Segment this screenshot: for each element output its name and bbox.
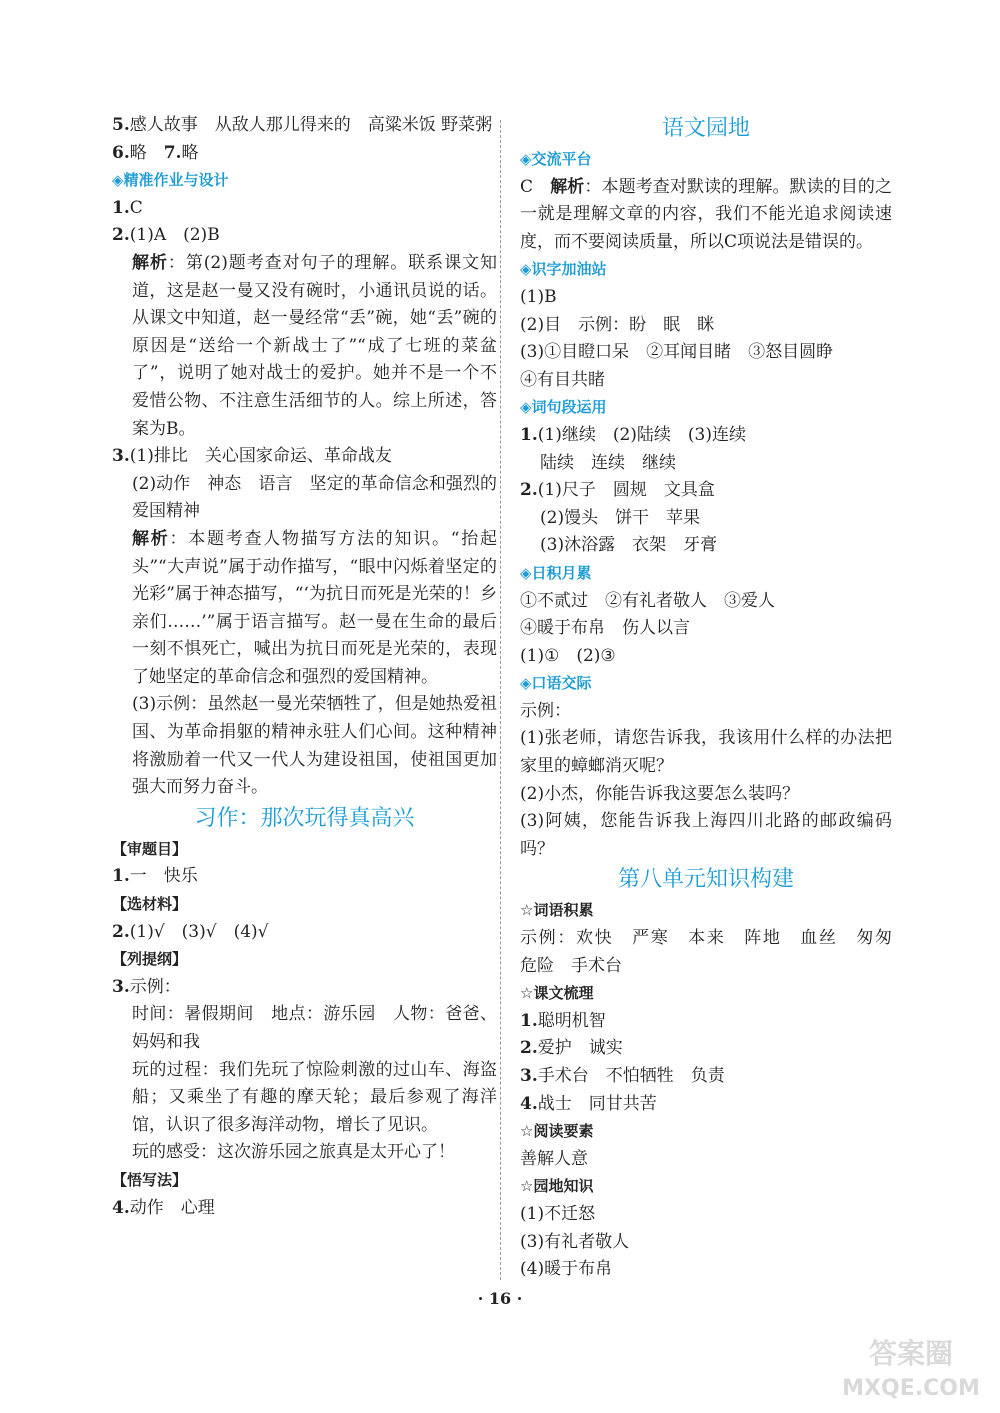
answer-item	[112, 222, 497, 250]
answer-line: (1)B	[520, 286, 557, 307]
section-heading: ◈交流平台	[520, 150, 592, 168]
answer-item	[520, 1091, 892, 1119]
item-text: 爱护 诚实	[537, 1038, 623, 1059]
answer-item	[520, 477, 892, 505]
item-text: (1)尺子 圆规 文具盒	[537, 480, 715, 501]
answer-item	[112, 863, 497, 891]
analysis-label: 解析	[132, 528, 170, 549]
item-number: 1.	[112, 866, 130, 887]
answer-paragraph	[112, 1001, 497, 1056]
answer-item	[520, 1063, 892, 1091]
paragraph-text: 示例：欢快 严寒 本来 阵地 血丝 匆匆 危险 手术台	[520, 928, 909, 976]
answer-item	[520, 1035, 892, 1063]
answer-item	[520, 1008, 892, 1036]
answer-line: (2)馒头 饼干 苹果	[540, 507, 701, 528]
answer-item	[112, 1195, 497, 1223]
answer-line: 陆续 连续 继续	[540, 452, 676, 473]
section-heading: ◈词句段运用	[520, 398, 607, 417]
answer-line: (2)小杰，你能告诉我这要怎么装吗？	[520, 783, 800, 804]
right-column	[520, 112, 909, 1284]
section-heading: ☆词语积累	[520, 901, 594, 920]
item-text: (1)√ (3)√ (4)√	[129, 921, 269, 942]
watermark-line2: MXQE.COM	[842, 1376, 980, 1401]
item-number: 2.	[112, 225, 130, 246]
answer-paragraph	[520, 725, 892, 780]
item-number: 1.	[520, 1010, 538, 1031]
answer-paragraph	[520, 174, 892, 257]
answer-paragraph	[112, 471, 497, 526]
section-heading: ☆阅读要素	[520, 1122, 594, 1141]
item-number: 2.	[112, 921, 130, 942]
section-heading: ☆园地知识	[520, 1177, 594, 1196]
item-text: 战士 同甘共苦	[537, 1093, 657, 1114]
item-number: 2.	[520, 1038, 538, 1059]
item-number: 1.	[112, 197, 130, 218]
item-text: 动作 心理	[129, 1197, 215, 1218]
item-number: 7.	[163, 142, 182, 163]
answer-item	[112, 443, 497, 471]
item-text: 略	[129, 142, 164, 163]
item-text: (1)排比 关心国家命运、革命战友	[129, 446, 392, 467]
answer-line: ④暖于布帛 伤人以言	[520, 618, 690, 639]
paragraph-text: (1)张老师，请您告诉我，我该用什么样的办法把家里的蟑螂消灭呢？	[520, 728, 892, 777]
section-heading: ☆课文梳理	[520, 984, 594, 1003]
paragraph-text: (3)示例：虽然赵一曼光荣牺牲了，但是她热爱祖国、为革命捐躯的精神永驻人们心间。这种精神将激励着一代又一代人为建设祖国，使祖国更加强大而努力奋斗。	[132, 694, 497, 798]
watermark-line1: 答案圈	[868, 1337, 954, 1370]
item-text: 一 快乐	[129, 866, 198, 887]
item-number: 5.	[112, 115, 130, 135]
item-text: 手术台 不怕牺牲 负责	[537, 1066, 725, 1086]
answer-paragraph	[520, 925, 909, 980]
section-heading: ◈口语交际	[520, 674, 592, 693]
section-heading: ◈精准作业与设计	[112, 171, 229, 190]
section-heading: 【列提纲】	[112, 950, 188, 969]
paragraph-text: ：本题考查人物描写方法的知识。“抬起头”“大声说”属于动作描写，“眼中闪烁着坚定的光彩”属于神态描写，“‘为抗日而死是光荣的！乡亲们……’”属于语言描写。赵一曼在生命的最后一刻不惧死亡，喊出为抗日而死是光荣的，表现了她坚定的革命信念和强烈的爱国精神。	[132, 528, 497, 687]
item-number: 3.	[112, 446, 130, 467]
answer-item	[112, 974, 497, 1002]
answer-paragraph	[112, 691, 497, 801]
answer-paragraph	[112, 1139, 497, 1167]
column-divider	[500, 120, 501, 1280]
section-heading: ◈日积月累	[520, 563, 592, 582]
section-heading: 【悟写法】	[112, 1170, 188, 1189]
block-title: 习作：那次玩得真高兴	[194, 805, 415, 831]
item-text: 聪明机智	[537, 1010, 606, 1031]
analysis-label: 解析	[550, 176, 585, 197]
paragraph-text: ：第(2)题考查对句子的理解。联系课文知道，这是赵一曼又没有碗时，小通讯员说的话。从课文中知道，赵一曼经常“丢”碗，她“丢”碗的原因是“送给一个新战士了”“成了七班的菜盆了”，说明了她对战士的爱护。她并不是一个不爱惜公物、不注意生活细节的人。综上所述，答案为B。	[132, 252, 497, 439]
item-text: C	[129, 197, 143, 218]
answer-line: (1)不迁怒	[520, 1203, 596, 1224]
left-column	[112, 112, 497, 1222]
answer-paragraph	[520, 808, 892, 863]
answer-item	[112, 195, 497, 223]
item-number: 4.	[112, 1197, 130, 1218]
block-title: 第八单元知识构建	[617, 867, 794, 893]
answer-paragraph	[112, 250, 497, 443]
answer-line: (4)暖于布帛	[520, 1259, 613, 1280]
answer-line: ①不贰过 ②有礼者敬人 ③爱人	[520, 590, 775, 611]
answer-item	[112, 112, 497, 140]
section-heading: 【选材料】	[112, 895, 188, 914]
page-number: · 16 ·	[477, 1289, 523, 1308]
answer-paragraph	[112, 526, 497, 692]
block-title: 语文园地	[661, 116, 750, 141]
paragraph-text: (2)动作 神态 语言 坚定的革命信念和强烈的爱国精神	[132, 473, 497, 522]
item-number: 2.	[520, 480, 538, 501]
item-text: (1)继续 (2)陆续 (3)连续	[537, 424, 746, 445]
item-number: 6.	[112, 142, 130, 163]
item-text: (1)A (2)B	[129, 225, 220, 246]
item-number: 4.	[520, 1093, 538, 1114]
answer-line: (3)①目瞪口呆 ②耳闻目睹 ③怒目圆睁	[520, 342, 834, 363]
answer-item	[112, 140, 497, 168]
paragraph-text: 时间：暑假期间 地点：游乐园 人物：爸爸、妈妈和我	[132, 1004, 497, 1052]
answer-item	[112, 919, 497, 947]
answer-line: (1)① (2)③	[520, 645, 616, 666]
item-number: 3.	[112, 976, 130, 997]
answer-line: (3)有礼者敬人	[520, 1231, 630, 1252]
section-heading: ◈识字加油站	[520, 260, 607, 279]
paragraph-text: ：本题考查对默读的理解。默读的目的之一就是理解文章的内容，我们不能光追求阅读速度，而不要阅读质量，所以C项说法是错误的。	[520, 176, 893, 252]
answer-line: ④有目共睹	[520, 369, 605, 390]
item-number: 3.	[520, 1066, 538, 1086]
answer-line: 示例：	[520, 700, 571, 721]
answer-paragraph	[112, 1057, 497, 1140]
item-number: 1.	[520, 424, 538, 445]
item-text: 感人故事 从敌人那儿得来的 高粱米饭 野菜粥	[129, 115, 493, 135]
paragraph-text: 玩的感受：这次游乐园之旅真是太开心了！	[132, 1142, 455, 1163]
item-text: 略	[181, 142, 199, 163]
answer-line: (3)沐浴露 衣架 牙膏	[540, 535, 718, 556]
answer-choice: C	[520, 176, 551, 197]
paragraph-text: 玩的过程：我们先玩了惊险刺激的过山车、海盗船；又乘坐了有趣的摩天轮；最后参观了海洋馆，认识了很多海洋动物，增长了见识。	[132, 1059, 497, 1135]
section-heading: 【审题目】	[112, 839, 188, 858]
analysis-label: 解析	[132, 252, 168, 273]
paragraph-text: (3)阿姨，您能告诉我上海四川北路的邮政编码吗？	[520, 811, 892, 859]
answer-line: (2)目 示例：盼 眠 眯	[520, 314, 715, 335]
watermark-logo	[836, 1333, 986, 1403]
answer-line: 善解人意	[520, 1148, 588, 1169]
item-text: 示例：	[129, 976, 181, 997]
answer-item	[520, 422, 892, 450]
